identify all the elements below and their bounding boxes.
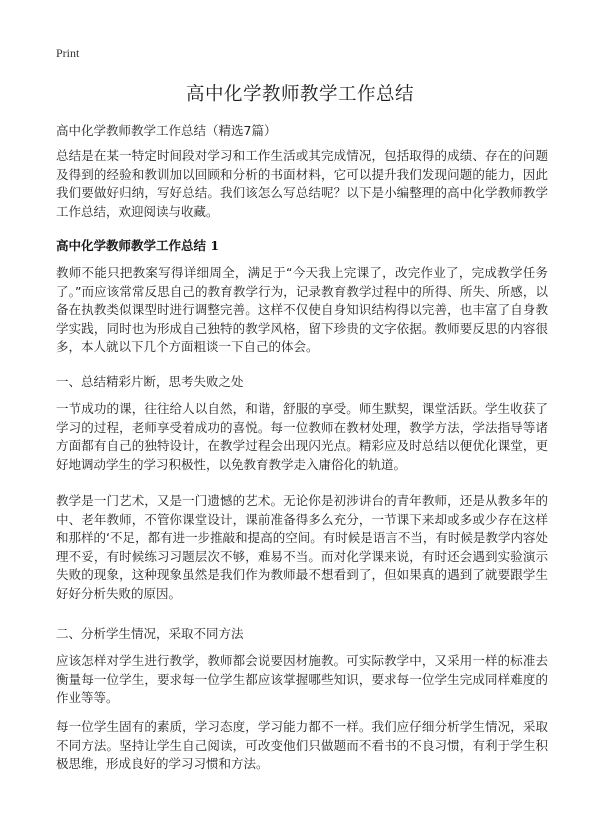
page-title: 高中化学教师教学工作总结 [185,84,414,105]
paragraph-3: 教学是一门艺术，又是一门遗憾的艺术。无论你是初涉讲台的青年教师，还是从教多年的中、老年教师，不管你课堂设计，课前准备得多么充分，一节课下来却或多或少存在这样和那样的‘不足，都有进一步推敲和提高的空间。有时候是语言不当，有时候是教学内容处理不妥，有时候练习习题层次不够，难易不当。而对化学课来说，有时还会遇到实验演示失败的现象，这种现象虽然是我们作为教师最不想看到了，但如果真的遇到了就要跟学生好好分析失败的原因。 [56,493,548,601]
paragraph-4: 应该怎样对学生进行教学，教师都会说要因材施教。可实际教学中，又采用一样的标准去衡量每一位学生，要求每一位学生都应该掌握哪些知识，要求每一位学生完成同样难度的作业等等。 [56,653,548,706]
subtitle: 高中化学教师教学工作总结（精选7篇） [56,123,277,138]
intro-paragraph: 总结是在某一特定时间段对学习和工作生活或其完成情况，包括取得的成绩、存在的问题及得到的经验和教训加以回顾和分析的书面材料，它可以提升我们发现问题的能力，因此我们要做好归纳，写好总结。我们该怎么写总结呢？以下是小编整理的高中化学教师教学工作总结，欢迎阅读与收藏。 [56,148,548,219]
section-heading-1: 一、总结精彩片断，思考失败之处 [56,374,244,389]
article-heading: 高中化学教师教学工作总结 1 [56,238,220,253]
paragraph-2: 一节成功的课，往往给人以自然，和谐，舒服的享受。师生默契，课堂活跃。学生收获了学习的过程，老师享受着成功的喜悦。每一位教师在教材处理，教学方法，学法指导等诸方面都有自己的独特设计，在教学过程会出现闪光点。精彩应及时总结以便优化课堂，更好地调动学生的学习积极性，以免教育教学走入庸俗化的轨道。 [56,401,548,472]
section-heading-2: 二、分析学生情况，采取不同方法 [56,626,244,641]
print-link[interactable]: Print [56,46,80,60]
paragraph-1: 教师不能只把教案写得详细周全，满足于“今天我上完课了，改完作业了，完成教学任务了。”而应该常常反思自己的教育教学行为，记录教育教学过程中的所得、所失、所感，以备在执教类似课型时进行调整完善。这样不仅使自身知识结构得以完善，也丰富了自身教学实践，同时也为形成自己独特的教学风格，留下珍贵的文字依据。教师要反思的内容很多，本人就以下几个方面粗谈一下自己的体会。 [56,265,548,355]
paragraph-5: 每一位学生固有的素质，学习态度，学习能力都不一样。我们应仔细分析学生情况，采取不同方法。坚持让学生自己阅读，可改变他们只做题而不看书的不良习惯，有利于学生积极思维，形成良好的学习习惯和方法。 [56,719,548,772]
